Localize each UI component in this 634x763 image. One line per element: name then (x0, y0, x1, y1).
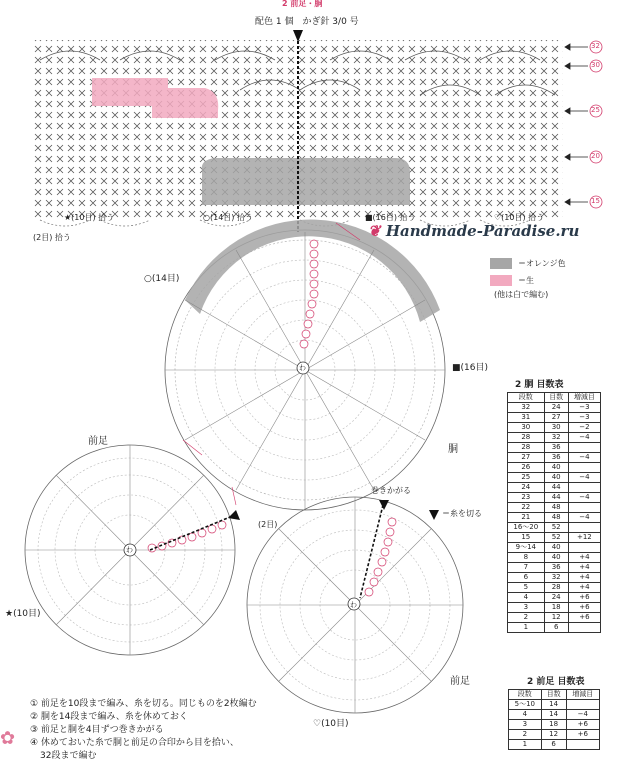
cell-change: −4 (568, 453, 600, 463)
cell-stitches: 32 (544, 433, 568, 443)
flower-decoration-icon: ✿ (0, 728, 16, 749)
row-marker-15: 15 (591, 197, 600, 205)
cell-rows: 6 (508, 573, 545, 583)
body-table-row (508, 543, 601, 553)
body-table-row (508, 423, 601, 433)
cell-rows: 3 (509, 720, 542, 730)
cell-rows: 7 (508, 563, 545, 573)
body-stitch-table (507, 392, 601, 633)
cell-rows: 2 (509, 730, 542, 740)
body-table-row (508, 503, 601, 513)
cell-stitches: 24 (544, 403, 568, 413)
cell-stitches: 52 (544, 523, 568, 533)
cell-rows: 8 (508, 553, 545, 563)
cell-rows: 22 (508, 503, 545, 513)
cell-stitches: 32 (544, 573, 568, 583)
cell-rows: 4 (509, 710, 542, 720)
cell-rows: 21 (508, 513, 545, 523)
cell-change: +4 (568, 553, 600, 563)
cell-change: +4 (568, 563, 600, 573)
leg-table-header (509, 690, 600, 700)
cell-change: −4 (568, 433, 600, 443)
label-cut-yarn: ＝糸を切る (442, 509, 482, 518)
cell-rows: 23 (508, 493, 545, 503)
col-change: 増減目 (568, 393, 600, 403)
cell-stitches: 52 (544, 533, 568, 543)
body-table-row (508, 443, 601, 453)
instructions (30, 698, 270, 763)
instruction-2: ② 胴を14段まで編み、糸を休めておく (30, 712, 188, 722)
cell-stitches: 30 (544, 423, 568, 433)
center-ring-right: わ (350, 601, 357, 609)
col-stitches: 目数 (544, 393, 568, 403)
cell-rows: 27 (508, 453, 545, 463)
body-table-row (508, 533, 601, 543)
cell-rows: 28 (508, 443, 545, 453)
cell-stitches: 40 (544, 463, 568, 473)
col-change: 増減目 (566, 690, 599, 700)
legend-note: (他は白で編む) (494, 290, 549, 299)
cell-rows: 4 (508, 593, 545, 603)
cell-change: −3 (568, 413, 600, 423)
leg-stitch-table (508, 689, 600, 750)
label-body: 胴 (448, 444, 458, 455)
body-stitch-grid (33, 30, 563, 232)
pickup-heart: ♡(10目) 拾う (494, 213, 545, 222)
cell-stitches: 44 (544, 483, 568, 493)
center-ring-left: わ (126, 546, 133, 554)
cell-change: −4 (568, 493, 600, 503)
instruction-5: 32段まで編む (40, 751, 97, 761)
legend-orange: ＝オレンジ色 (490, 258, 566, 269)
pickup-square: ■(16目) 拾う (365, 213, 416, 222)
row-arrows (565, 44, 588, 205)
cell-stitches: 40 (544, 553, 568, 563)
cell-change: −4 (568, 513, 600, 523)
cell-change (568, 463, 600, 473)
label-two: (2目) (258, 520, 278, 529)
row-marker-30: 30 (591, 61, 600, 69)
cell-change: +6 (566, 730, 599, 740)
cell-change: +4 (568, 573, 600, 583)
label-circle-14: ○(14目) (144, 274, 180, 284)
leg-table-row (509, 740, 600, 750)
cell-stitches: 14 (541, 710, 566, 720)
instruction-3: ③ 前足と胴を4目ずつ巻きかがる (30, 725, 164, 735)
cell-stitches: 14 (541, 700, 566, 710)
body-table-header (508, 393, 601, 403)
cell-change: +6 (566, 720, 599, 730)
cell-rows: 1 (509, 740, 542, 750)
body-table-row (508, 583, 601, 593)
body-table-row (508, 603, 601, 613)
body-table-row (508, 613, 601, 623)
cell-rows: 30 (508, 423, 545, 433)
cell-rows: 26 (508, 463, 545, 473)
cell-change: −3 (568, 403, 600, 413)
yarn-hook-info: 配色 1 個 かぎ針 3/0 号 (255, 17, 359, 27)
cell-rows: 2 (508, 613, 545, 623)
instruction-4: ④ 休めておいた糸で胴と前足の合印から目を拾い、 (30, 738, 239, 748)
cell-rows: 25 (508, 473, 545, 483)
cell-stitches: 12 (541, 730, 566, 740)
cell-rows: 32 (508, 403, 545, 413)
cell-change (568, 523, 600, 533)
cell-stitches: 24 (544, 593, 568, 603)
body-table-row (508, 513, 601, 523)
cell-rows: 5 (508, 583, 545, 593)
cell-stitches: 40 (544, 543, 568, 553)
swatch-gray (490, 258, 512, 269)
center-ring-body: わ (299, 364, 306, 372)
leg-table-row (509, 730, 600, 740)
cell-rows: 24 (508, 483, 545, 493)
body-table-row (508, 563, 601, 573)
cell-change: −4 (568, 473, 600, 483)
row-marker-32: 32 (591, 42, 600, 50)
row-marker-25: 25 (591, 106, 600, 114)
label-star-10: ★(10目) (5, 609, 41, 619)
gray-area (202, 158, 410, 205)
instruction-1: ① 前足を10段まで編み、糸を切る。同じものを2枚編む (30, 699, 257, 709)
cell-rows: 5〜10 (509, 700, 542, 710)
cell-rows: 9〜14 (508, 543, 545, 553)
pickup-star: ★(10目) 拾う (64, 213, 115, 222)
cell-rows: 31 (508, 413, 545, 423)
cell-change: +12 (568, 533, 600, 543)
label-square-16: ■(16目) (452, 363, 488, 373)
body-table-row (508, 453, 601, 463)
cell-change: +6 (568, 593, 600, 603)
cell-change (568, 443, 600, 453)
leg-table-row (509, 720, 600, 730)
label-front-leg-right: 前足 (450, 676, 470, 687)
cell-stitches: 44 (544, 493, 568, 503)
body-table-row (508, 553, 601, 563)
row-marker-20: 20 (591, 152, 600, 160)
cell-rows: 16〜20 (508, 523, 545, 533)
cell-change (568, 503, 600, 513)
leg-table-row (509, 700, 600, 710)
cell-stitches: 18 (544, 603, 568, 613)
cell-change (568, 483, 600, 493)
cell-change: +6 (568, 613, 600, 623)
cell-stitches: 36 (544, 563, 568, 573)
cell-stitches: 28 (544, 583, 568, 593)
cut-yarn-triangle (429, 510, 439, 520)
cell-stitches: 48 (544, 513, 568, 523)
col-rows: 段数 (509, 690, 542, 700)
round-pink-numbers (300, 240, 318, 348)
col-rows: 段数 (508, 393, 545, 403)
pickup-two: (2目) 拾う (33, 233, 71, 242)
cell-change (566, 740, 599, 750)
section-title: 2 前足・胴 (282, 0, 323, 8)
cell-change: +4 (568, 583, 600, 593)
col-stitches: 目数 (541, 690, 566, 700)
cell-change (566, 700, 599, 710)
body-table-row (508, 623, 601, 633)
swatch-pink (490, 275, 512, 286)
cell-stitches: 6 (544, 623, 568, 633)
leg-table-title: 2 前足 目数表 (527, 677, 585, 687)
watermark: ❦ Handmade-Paradise.ru (368, 222, 580, 240)
body-table-row (508, 463, 601, 473)
pickup-circle: ○(14目) 拾う (203, 213, 253, 222)
body-table-row (508, 433, 601, 443)
cell-stitches: 18 (541, 720, 566, 730)
body-table-row (508, 413, 601, 423)
legend-pink: ＝生 (490, 275, 566, 286)
cell-rows: 15 (508, 533, 545, 543)
cell-change: +6 (568, 603, 600, 613)
body-table-row (508, 573, 601, 583)
cell-rows: 3 (508, 603, 545, 613)
cell-stitches: 36 (544, 443, 568, 453)
body-table-title: 2 胴 目数表 (515, 380, 564, 390)
body-table-row (508, 473, 601, 483)
body-table-row (508, 483, 601, 493)
cell-stitches: 12 (544, 613, 568, 623)
cell-change (568, 543, 600, 553)
cell-stitches: 27 (544, 413, 568, 423)
body-table-row (508, 593, 601, 603)
cell-stitches: 6 (541, 740, 566, 750)
bow-icon: ❦ (368, 222, 381, 240)
color-legend (490, 258, 566, 300)
label-wind-up: 巻きかがる (371, 486, 411, 495)
label-heart-10: ♡(10目) (313, 719, 349, 729)
leg-table-row (509, 710, 600, 720)
cell-change: −2 (568, 423, 600, 433)
body-table-row (508, 493, 601, 503)
label-front-leg-left: 前足 (88, 436, 108, 447)
cell-rows: 1 (508, 623, 545, 633)
body-table-row (508, 523, 601, 533)
cell-stitches: 36 (544, 453, 568, 463)
cell-stitches: 48 (544, 503, 568, 513)
cell-rows: 28 (508, 433, 545, 443)
cell-stitches: 40 (544, 473, 568, 483)
cell-change: −4 (566, 710, 599, 720)
cell-change (568, 623, 600, 633)
body-table-row (508, 403, 601, 413)
